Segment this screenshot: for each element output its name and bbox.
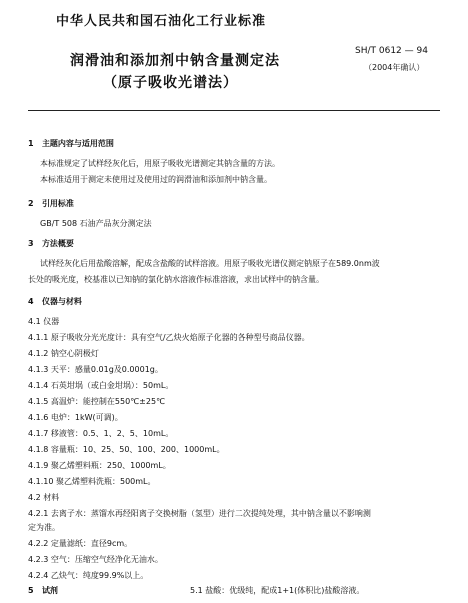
section-2-heading — [28, 198, 74, 209]
standard-category-header: 中华人民共和国石油化工行业标准 — [56, 14, 267, 29]
section-number: 4 — [28, 297, 34, 306]
list-item: 4.1.9 聚乙烯塑料瓶：250、1000mL。 — [28, 461, 171, 470]
list-item-continuation: 定为准。 — [28, 523, 60, 532]
section-title: 试剂 — [41, 586, 58, 595]
document-subtitle: （原子吸收光谱法） — [103, 75, 238, 91]
paragraph: 本标准适用于测定未使用过及使用过的润滑油和添加剂中钠含量。 — [40, 175, 272, 184]
paragraph: 试样经灰化后用盐酸溶解，配成含盐酸的试样溶液。用原子吸收光谱仪测定钠原子在589.0nm波 — [40, 259, 380, 268]
standard-code: SH/T 0612 — 94 — [355, 46, 428, 56]
section-4-heading — [28, 296, 82, 307]
list-item: 4.1.2 钠空心阴极灯 — [28, 349, 99, 358]
section-title: 方法概要 — [41, 239, 74, 248]
section-number: 2 — [28, 199, 34, 208]
list-item: 5.1 盐酸：优级纯，配成1+1(体积比)盐酸溶液。 — [190, 586, 365, 595]
section-title: 引用标准 — [41, 199, 74, 208]
list-item: 4.1.8 容量瓶：10、25、50、100、200、1000mL。 — [28, 445, 225, 454]
list-item: 4.2.4 乙炔气：纯度99.9%以上。 — [28, 571, 149, 580]
referenced-standard: GB/T 508 石油产品灰分测定法 — [40, 219, 152, 228]
list-item: 4.1.3 天平：感量0.01g及0.0001g。 — [28, 365, 163, 374]
confirmation-year: （2004年确认） — [364, 63, 425, 72]
subsection-heading: 4.1 仪器 — [28, 317, 60, 326]
list-item: 4.1.1 原子吸收分光光度计：具有空气/乙炔火焰原子化器的各种型号商品仪器。 — [28, 333, 310, 342]
title-divider — [28, 110, 440, 111]
section-1-heading — [28, 138, 114, 149]
list-item: 4.2.1 去离子水：蒸馏水再经阳离子交换树脂（氢型）进行二次提纯处理，其中钠含量以不影响测 — [28, 509, 371, 518]
list-item: 4.1.10 聚乙烯塑料洗瓶：500mL。 — [28, 477, 156, 486]
section-title: 主题内容与适用范围 — [41, 139, 114, 148]
section-number: 1 — [28, 139, 34, 148]
subsection-heading: 4.2 材料 — [28, 493, 60, 502]
list-item: 4.2.2 定量滤纸：直径9cm。 — [28, 539, 133, 548]
list-item: 4.2.3 空气：压缩空气经净化无油水。 — [28, 555, 163, 564]
paragraph: 本标准规定了试样经灰化后，用原子吸收光谱测定其钠含量的方法。 — [40, 159, 280, 168]
list-item: 4.1.5 高温炉：能控制在550℃±25℃ — [28, 397, 166, 406]
list-item: 4.1.6 电炉：1kW(可调)。 — [28, 413, 123, 422]
list-item: 4.1.4 石英坩埚（或白金坩埚）：50mL。 — [28, 381, 174, 390]
section-title: 仪器与材料 — [41, 297, 82, 306]
section-number: 3 — [28, 239, 34, 248]
section-3-heading — [28, 238, 74, 249]
list-item: 4.1.7 移液管：0.5、1、2、5、10mL。 — [28, 429, 174, 438]
document-title: 润滑油和添加剂中钠含量测定法 — [70, 53, 280, 69]
section-5-heading — [28, 585, 58, 596]
paragraph: 长处的吸光度，校基准以已知钠的氯化钠水溶液作标准溶液，求出试样中的钠含量。 — [28, 275, 324, 284]
section-number: 5 — [28, 586, 34, 595]
